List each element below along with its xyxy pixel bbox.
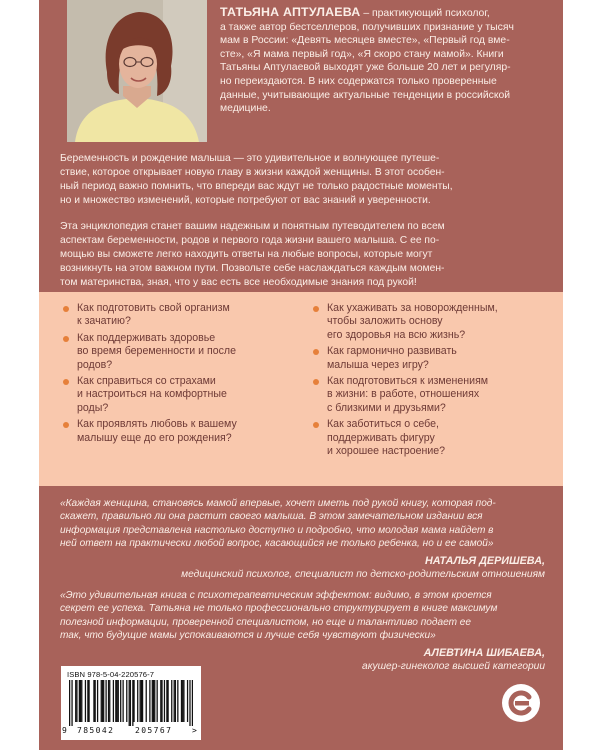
question-item [63, 302, 298, 329]
barcode-bar [142, 680, 143, 722]
barcode-bar [167, 680, 168, 722]
author-bio-line: сте», «Я мама первый год», «Я скоро стану мамой». Книги [220, 48, 504, 60]
barcode-bar [153, 680, 154, 722]
barcode-bar [161, 680, 162, 722]
author-bio-line: но переиздаются. В них содержатся только проверенные [220, 75, 497, 87]
bullet-icon [63, 306, 69, 312]
barcode-bar [177, 680, 178, 722]
barcode-bar [154, 680, 155, 722]
question-line: в жизни: в работе, отношениях [327, 388, 480, 401]
text-line: Беременность и рождение малыша — это удивительное и волнующее путеше- [60, 153, 440, 164]
question-line: к зачатию? [77, 315, 131, 328]
question-line: и настроиться на комфортные [77, 388, 227, 401]
question-line: малыша через игру? [327, 358, 429, 371]
barcode-bar [69, 680, 70, 726]
ean-tail-mark: > [192, 726, 197, 735]
question-line: родов? [77, 358, 113, 371]
barcode-bar [88, 680, 89, 722]
review-1-quote [60, 497, 545, 551]
author-bio-line: а также автор бестселлеров, получивших признание у тысяч [220, 21, 514, 33]
review-1-author [181, 554, 545, 581]
question-line: малышу еще до его рождения? [77, 431, 232, 444]
reviewer-name: НАТАЛЬЯ ДЕРИШЕВА, [424, 555, 545, 567]
bullet-icon [63, 379, 69, 385]
intro-paragraph-1 [60, 152, 545, 208]
barcode-bar [105, 680, 106, 722]
questions-column-right [313, 302, 548, 461]
reviewer-role: акушер-гинеколог высшей категории [362, 661, 545, 672]
question-line: роды? [77, 401, 109, 414]
question-item [313, 345, 548, 372]
question-item [313, 418, 548, 458]
reviewer-role: медицинский психолог, специалист по детско-родительским отношениям [181, 569, 545, 580]
question-line: Как подготовиться к изменениям [327, 375, 489, 388]
barcode-bar [80, 680, 81, 722]
barcode-bar [152, 680, 153, 722]
barcode-bar [103, 680, 104, 722]
barcode-bar [81, 680, 82, 722]
quote-line: полезной информации, проверенной специалистом, но еще и талантливо подает ее [60, 616, 472, 628]
ean-right-group: 205767 [135, 726, 173, 735]
author-bio-line: ТАТЬЯНА АПТУЛАЕВА – практикующий психолог, [220, 5, 490, 19]
question-item [63, 418, 298, 445]
barcode-bar [192, 680, 193, 726]
text-line: возникнуть на этом важном пути. Позвольте себе наслаждаться каждым момен- [60, 262, 445, 274]
question-line: Как справиться со страхами [77, 375, 216, 388]
bullet-icon [313, 349, 319, 355]
question-line: Как подготовить свой организм [77, 302, 230, 314]
question-line: Как заботиться о себе, [327, 418, 439, 431]
question-line: Как гармонично развивать [327, 345, 457, 358]
questions-panel [39, 292, 563, 486]
barcode-bar [140, 680, 141, 722]
text-line: но и множество изменений, которые потребуют от вас знаний и уверенности. [60, 194, 431, 206]
text-line: том материнства, зная, что у вас есть все необходимые знания под рукой! [60, 276, 417, 288]
quote-line: скажет, правильно ли она растит своего малыша. В этом замечательном издании вся [60, 511, 483, 523]
author-bio-line: медицине. [220, 103, 271, 115]
barcode-bar [187, 680, 188, 722]
question-line: поддерживать фигуру [327, 431, 435, 444]
barcode-bar [166, 680, 167, 722]
text-line: мощью вы сможете легко находить ответы на любые вопросы, которые могут [60, 248, 433, 260]
author-bio-line: Татьяны Аптулаевой выходят уже больше 20 лет и регуляр- [220, 62, 511, 74]
question-line: чтобы заложить основу [327, 315, 443, 328]
barcode-bar [189, 680, 190, 726]
barcode-bar [97, 680, 98, 722]
author-bio-line: данные, учитывающие актуальные тенденции в российской [220, 89, 511, 101]
barcode-bar [87, 680, 88, 722]
author-portrait-illustration [67, 0, 207, 142]
question-line: Как ухаживать за новорожденным, [327, 302, 498, 314]
question-line: Как поддерживать здоровье [77, 331, 216, 344]
barcode-bar [157, 680, 158, 722]
intro-paragraph-2 [60, 220, 545, 290]
barcode-bar [76, 680, 77, 722]
ean-lead-digit: 9 [62, 726, 67, 735]
barcode-bar [174, 680, 175, 722]
text-line: ствие, которое открывает новую главу в жизни каждой женщины. В этот особен- [60, 166, 445, 178]
quote-line: секрет ее успеха. Татьяна не только профессионально структурирует в книге максимум [60, 603, 498, 615]
question-line: Как проявлять любовь к вашему [77, 418, 237, 431]
question-item [63, 332, 298, 372]
barcode-bar [109, 680, 110, 722]
barcode-bar [95, 680, 96, 722]
barcode-bar [120, 680, 121, 722]
quote-line: «Это удивительная книга с психотерапевтическим эффектом: видимо, в этом кроется [60, 590, 492, 601]
barcode-bar [102, 680, 103, 722]
author-photo [67, 0, 207, 142]
quote-line: ней ответ на практически любой вопрос, касающийся не только ребенка, но и ее самой» [60, 538, 494, 550]
barcode-bar [71, 680, 72, 726]
question-item [313, 302, 548, 342]
barcode-bar [183, 680, 184, 722]
bullet-icon [313, 379, 319, 385]
author-name: ТАТЬЯНА АПТУЛАЕВА [220, 5, 361, 19]
question-line: его здоровья на всю жизнь? [327, 328, 466, 341]
question-line: во время беременности и после [77, 345, 236, 358]
barcode-bar [146, 680, 147, 722]
review-2-quote [60, 589, 545, 643]
ean-left-group: 785042 [77, 726, 115, 735]
quote-line: информация представлена настолько доступно и подробно, что молодая мама найдет в [60, 524, 494, 536]
barcode-bar [182, 680, 183, 722]
bullet-icon [63, 336, 69, 342]
barcode-bar [108, 680, 109, 722]
barcode-bar [164, 680, 165, 722]
barcode-bar [93, 680, 94, 722]
barcode-bar [130, 680, 131, 726]
question-line: и хорошее настроение? [327, 445, 446, 458]
author-bio-line: мам в России: «Девять месяцев вместе», «Первый год вме- [220, 35, 510, 47]
bullet-icon [313, 306, 319, 312]
author-bio [220, 6, 545, 116]
barcode-bar [129, 680, 130, 726]
bullet-icon [63, 422, 69, 428]
barcode-bar [85, 680, 86, 722]
question-item [63, 375, 298, 415]
barcode-bar [122, 680, 123, 722]
barcode-bar [118, 680, 119, 722]
back-cover [39, 0, 563, 750]
barcode-bar [171, 680, 172, 722]
barcode-bar [75, 680, 76, 722]
quote-line: так, что будущие мамы успокаиваются и лучше себя чувствуют физически» [60, 630, 436, 642]
isbn-label: ISBN 978-5-04-220576-7 [67, 670, 155, 679]
barcode-bar [113, 680, 114, 722]
barcode-panel [61, 666, 201, 740]
barcode-bar [160, 680, 161, 722]
reviewer-name: АЛЕВТИНА ШИБАЕВА, [423, 647, 545, 659]
text-line: Эта энциклопедия станет вашим надежным и понятным путеводителем по всем [60, 221, 445, 232]
barcode-bar [137, 680, 138, 722]
barcode-bar [175, 680, 176, 722]
barcode-bar [79, 680, 80, 722]
text-line: аспектам беременности, родов и первого года жизни вашего малыша. С ее по- [60, 234, 440, 246]
quote-line: «Каждая женщина, становясь мамой впервые, хочет иметь под рукой книгу, которая под- [60, 498, 496, 509]
text-line: ный период важно помнить, что впереди вас ждут не только радостные моменты, [60, 180, 453, 192]
review-2-author [362, 646, 545, 673]
question-line: с близкими и друзьями? [327, 401, 446, 414]
barcode-bar [116, 680, 117, 722]
barcode-bar [181, 680, 182, 722]
barcode-icon [69, 680, 193, 726]
question-item [313, 375, 548, 415]
barcode-bar [126, 680, 127, 722]
barcode-bar [133, 680, 134, 722]
bullet-icon [313, 422, 319, 428]
barcode-bar [132, 680, 133, 726]
barcode-bar [115, 680, 116, 722]
barcode-bar [141, 680, 142, 722]
questions-column-left [63, 302, 298, 448]
barcode-bar [149, 680, 150, 722]
publisher-logo-icon [501, 678, 541, 728]
barcode-bar [101, 680, 102, 722]
